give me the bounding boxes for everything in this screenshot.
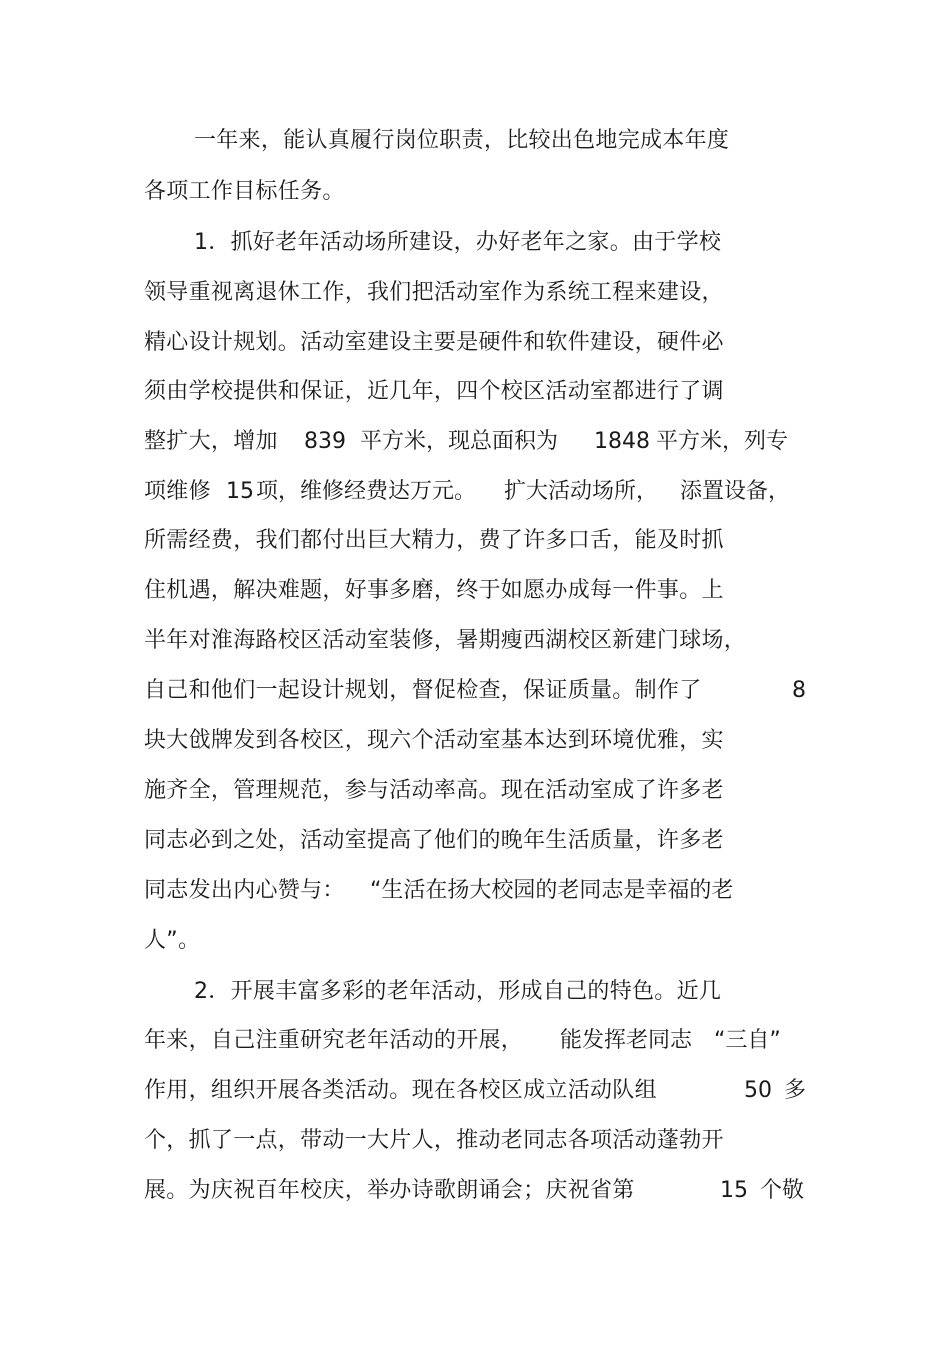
text-line: 展。为庆祝百年校庆，举办诗歌朗诵会；庆祝省第: [144, 1178, 635, 1203]
text-line: 项维修: [144, 479, 211, 504]
text-line: 作用，组织开展各类活动。现在各校区成立活动队组: [144, 1078, 657, 1103]
text-line: 1．抓好老年活动场所建设，办好老年之家。由于学校: [194, 230, 722, 255]
text-line: 住机遇，解决难题，好事多磨，终于如愿办成每一件事。上: [144, 578, 724, 603]
text-run: “三自”: [714, 1028, 781, 1053]
text-run: 添置设备，: [680, 479, 791, 504]
text-run: 多: [784, 1078, 807, 1103]
text-line: 年来，自己注重研究老年活动的开展，: [144, 1028, 524, 1053]
text-run: 8: [792, 678, 806, 703]
text-line: 块大戗牌发到各校区，现六个活动室基本达到环境优雅，实: [144, 728, 724, 753]
text-run: “生活在扬大校园的老同志是幸福的老: [370, 878, 734, 903]
text-line: 个，抓了一点，带动一大片人，推动老同志各项活动蓬勃开: [144, 1128, 724, 1153]
text-line: 精心设计规划。活动室建设主要是硬件和软件建设，硬件必: [144, 330, 724, 355]
text-run: 839: [304, 429, 346, 454]
text-run: 能发挥老同志: [560, 1028, 693, 1053]
text-line: 所需经费，我们都付出巨大精力，费了许多口舌，能及时抓: [144, 528, 724, 553]
text-line: 半年对淮海路校区活动室装修，暑期瘦西湖校区新建门球场，: [144, 628, 747, 653]
text-run: 15: [720, 1178, 748, 1203]
text-line: 一年来，能认真履行岗位职责，比较出色地完成本年度: [194, 128, 730, 153]
text-line: 人”。: [144, 928, 201, 953]
text-run: 平方米，现总面积为: [360, 429, 559, 454]
text-line: 同志必到之处，活动室提高了他们的晚年生活质量，许多老: [144, 828, 724, 853]
text-line: 同志发出内心赞与：: [144, 878, 345, 903]
text-line: 施齐全，管理规范，参与活动率高。现在活动室成了许多老: [144, 778, 724, 803]
text-run: 个敬: [760, 1178, 805, 1203]
text-line: 整扩大，增加: [144, 429, 278, 454]
text-line: 领导重视离退休工作，我们把活动室作为系统工程来建设，: [144, 280, 724, 305]
text-run: 1848: [594, 429, 650, 454]
text-run: 平方米，列专: [656, 429, 789, 454]
text-run: 15: [226, 479, 254, 504]
text-run: 50: [744, 1078, 772, 1103]
text-line: 自己和他们一起设计规划，督促检查，保证质量。制作了: [144, 678, 702, 703]
text-run: 项，维修经费达万元。: [256, 479, 477, 504]
text-line: 各项工作目标任务。: [144, 179, 345, 204]
text-run: 扩大活动场所，: [504, 479, 659, 504]
text-line: 须由学校提供和保证，近几年，四个校区活动室都进行了调: [144, 379, 724, 404]
text-line: 2．开展丰富多彩的老年活动，形成自己的特色。近几: [194, 979, 722, 1004]
